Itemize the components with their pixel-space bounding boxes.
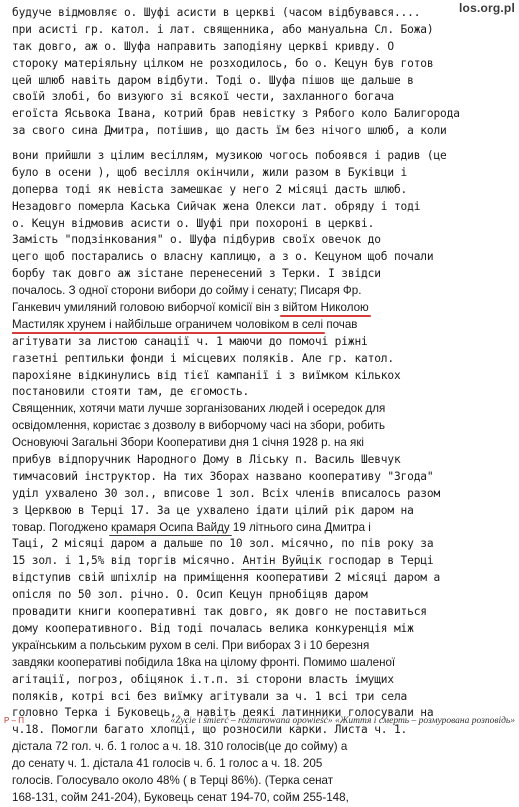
text-line-highlight-c: товар. Погоджено крамаря Осипа Вайду 19 літнього сина Дмитра і bbox=[12, 520, 509, 537]
text-line: з Церквою в Терці 17. За це ухвалено ідати цілий рік даром на bbox=[12, 503, 414, 517]
text-line: завдяки кооперативі побідила 18ка на цілому фронті. Помимо шаленої bbox=[12, 655, 396, 669]
text-line: до сенату ч. 1. дістала 41 голосів ч. б. 1 голос а ч. 18. 205 bbox=[12, 757, 323, 771]
text-line: українським а польським рухом в селі. При виборах 3 і 10 березня bbox=[12, 638, 370, 652]
text-line: Основуючі Загальні Збори Кооперативи дня 1 січня 1928 р. на які bbox=[12, 436, 364, 450]
text-line: уділ ухвалено 30 зол., вписове 1 зол. Всіх членів вписалось разом bbox=[12, 486, 441, 500]
underlined-name-vuitsik: Антін Вуйцік bbox=[243, 553, 322, 570]
text-line: 168-131, сойм 241-204), Буковець сенат 194-70, сойм 255-148, bbox=[12, 790, 349, 804]
text-line: парохіяне відкинулись від тієї кампанії і з виїмком кількох bbox=[12, 368, 401, 382]
site-logo[interactable]: los.org.pl bbox=[459, 1, 515, 15]
text-line: так довго, аж о. Шуфа направить заподіяну церкві кривду. О bbox=[12, 39, 394, 53]
text-line: Таці, 2 місяці даром а дальше по 10 зол. місячно, по пів року за bbox=[12, 537, 434, 551]
text-line-highlight-a: Ганкевич умиляний головою виборчої комісії він з війтом Николою bbox=[12, 300, 509, 317]
underlined-phrase-mastyliak: Мастиляк хрунем і найбільше ограничем чоловіком в селі bbox=[12, 317, 323, 334]
footer-caption: «Życie i śmierć – rozmurowana opowieść» «Життя і смерть – розмурована розповідь» bbox=[170, 716, 515, 726]
text-line: Священник, хотячи мати лучше зорганізованих людей і осередок для bbox=[12, 402, 386, 416]
text-line-highlight-b: Мастиляк хрунем і найбільше ограничем чоловіком в селі почав bbox=[12, 317, 509, 334]
footer-mark: Р – П bbox=[4, 716, 24, 725]
text-line: за свого сина Дмитра, потішив, що дасть їм без нічого шлюб, а коли bbox=[12, 124, 447, 138]
text-line: поляків, котрі всі без виїмку агітували за ч. 1 всі три села bbox=[12, 689, 408, 703]
paragraph-top bbox=[12, 5, 509, 140]
text-line: газетні рептильки фонди і місцевих поляків. Але гр. катол. bbox=[12, 351, 394, 365]
text-line: дістала 72 гол. ч. б. 1 голос а ч. 18. 310 голосів(це до сойму) а bbox=[12, 740, 348, 754]
text-line: доперва тоді як невіста замешкає у него 2 місяці дасть шлюб. bbox=[12, 182, 408, 196]
text-line: ч.18. Помогли багато хлопці, що розносили карки. Листа ч. 1. bbox=[12, 723, 408, 737]
text-line: почалось. З одної сторони вибори до сойму і сенату; Писаря Фр. bbox=[12, 284, 362, 298]
text-line: цего щоб постарались о власну каплицю, а з о. Кецуном щоб почали bbox=[12, 250, 434, 264]
text-line: вони прийшли з цілим весіллям, музикою чогось побоявся і радив (це bbox=[12, 149, 447, 162]
page-footer bbox=[0, 712, 519, 730]
text-line: егоїста Ясьвока Івана, котрий брав невістку з Рябого коло Балигорода bbox=[12, 107, 460, 121]
text-line: цей шлюб навіть даром відбути. Тоді о. Шуфа пішов ще дальше в bbox=[12, 73, 414, 87]
text-line: борбу так довго аж зістане перенесений з Терки. І звідси bbox=[12, 267, 381, 281]
text-line: постановили стояти там, де єгомость. bbox=[12, 385, 250, 399]
text-line: своїй злобі, бо визуюго зі всякої чести, захланного богача bbox=[12, 90, 394, 104]
text-line: будуче відмовляє о. Шуфі асисти в церкві (часом відбувався.... bbox=[12, 6, 421, 19]
underlined-name-vaida: крамаря Осипа Вайду bbox=[111, 520, 230, 537]
text-line: Незадовго померла Каська Сийчак жена Олекси лат. обряду і тоді bbox=[12, 199, 421, 213]
text-line: освідомлення, користає з дозволу в виборчому часі на збори, робить bbox=[12, 419, 386, 433]
text-line: провадити книги кооперативні так довго, як довго не поставиться bbox=[12, 605, 427, 619]
text-line: Замість "подзінкования" о. Шуфа підбурив своїх овечок до bbox=[12, 233, 381, 247]
underlined-name-mykola: війтом Николою bbox=[282, 300, 368, 317]
text-line: стороку матеріяльну цілком не розходилось, бо о. Кецун був готов bbox=[12, 56, 434, 70]
text-line: тимчасовий інструктор. На тих Зборах названо кооперативу "Згода" bbox=[12, 469, 434, 483]
text-line: агітації, погроз, обіцянок і.т.п. зі сторони власть імущих bbox=[12, 672, 394, 686]
text-line: було в осени ), щоб весілля окінчили, жили разом в Буківци і bbox=[12, 165, 408, 179]
text-line-highlight-d: 15 зол. і 1,5% від торгів місячно. Антін Вуйцік господар в Терці bbox=[12, 553, 509, 570]
text-line: дому кооперативного. Від тоді почалась велика конкуренція між bbox=[12, 621, 414, 635]
text-line: опісля по 50 зол. річно. О. Осип Кецун прнобіцяв даром bbox=[12, 588, 368, 602]
text-line: агітувати за листою санації ч. 1 маючи до помочі ріжні bbox=[12, 334, 368, 348]
text-line: головно Терка і Буковець, а навіть деякі латинники голосували на bbox=[12, 706, 434, 720]
text-line: прибув відпоручник Народного Дому в Ліську п. Василь Шевчук bbox=[12, 453, 401, 467]
text-line: відступив свій шпіхлір на приміщення кооперативи 2 місяці даром а bbox=[12, 571, 441, 585]
text-line: о. Кецун відмовив асисти о. Шуфі при похороні в церкві. bbox=[12, 216, 375, 230]
text-line: голосів. Голосувало около 48% ( в Терці 86%). (Терка сенат bbox=[12, 773, 334, 787]
text-line: при асисті гр. катол. і лат. священника, або мануальна Сл. Божа) bbox=[12, 22, 434, 36]
paragraph-main bbox=[12, 148, 509, 807]
